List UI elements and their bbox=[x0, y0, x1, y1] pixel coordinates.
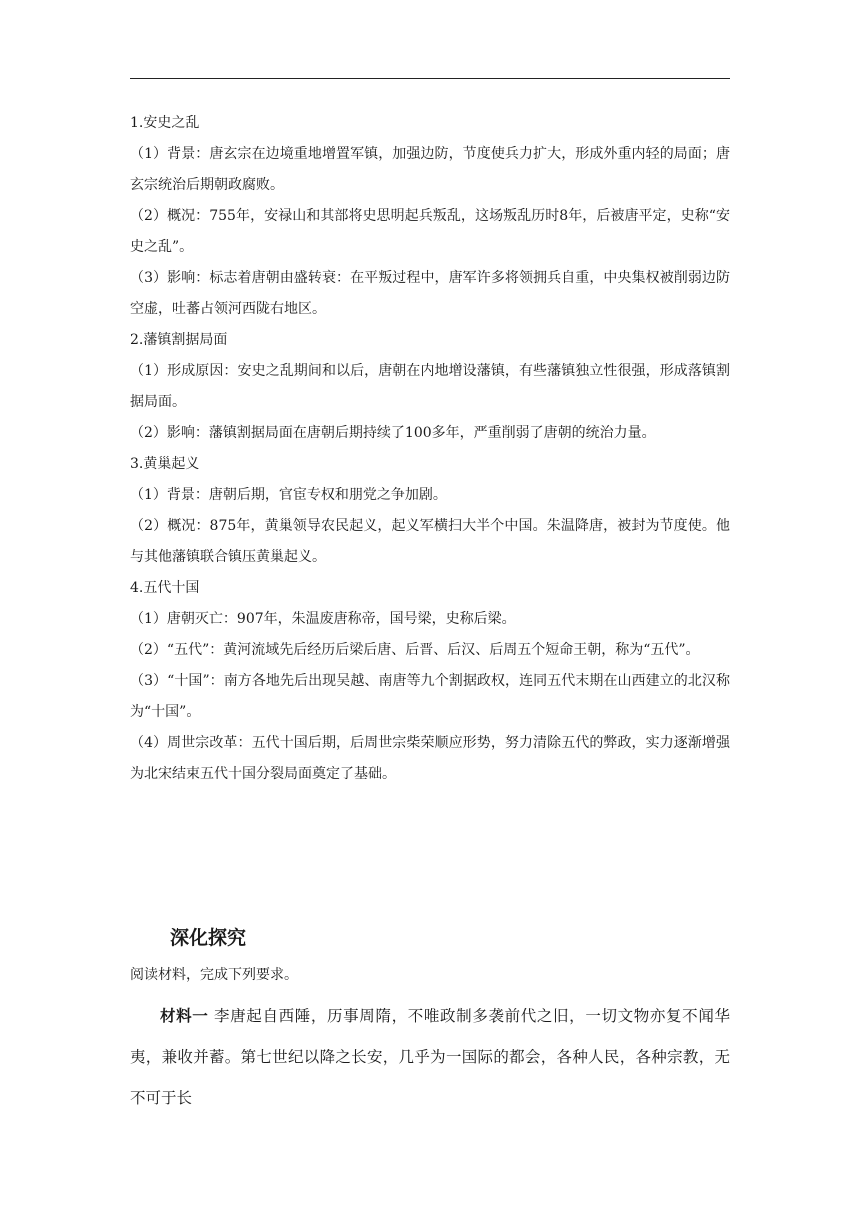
section-item: （2）概况：875年，黄巢领导农民起义，起义军横扫大半个中国。朱温降唐，被封为节度使。他与其他藩镇联合镇压黄巢起义。 bbox=[130, 518, 730, 565]
instruction-text: 阅读材料，完成下列要求。 bbox=[130, 967, 298, 983]
section-item: （1）背景：唐玄宗在边境重地增置军镇，加强边防，节度使兵力扩大，形成外重内轻的局面；唐玄宗统治后期朝政腐败。 bbox=[130, 146, 730, 193]
notes-body bbox=[130, 108, 730, 790]
section-item: （2）概况：755年，安禄山和其部将史思明起兵叛乱，这场叛乱历时8年，后被唐平定，史称“安史之乱”。 bbox=[130, 208, 730, 255]
section-title: 2.藩镇割据局面 bbox=[130, 332, 228, 348]
header-rule bbox=[130, 78, 730, 79]
section-item: （1）唐朝灭亡：907年，朱温废唐称帝，国号梁，史称后梁。 bbox=[130, 611, 516, 627]
section-item: （1）形成原因：安史之乱期间和以后，唐朝在内地增设藩镇，有些藩镇独立性很强，形成落镇割据局面。 bbox=[130, 363, 730, 410]
section-item: （2）“五代”：黄河流域先后经历后梁后唐、后晋、后汉、后周五个短命王朝，称为“五代”。 bbox=[130, 642, 700, 658]
section-title: 4.五代十国 bbox=[130, 580, 200, 596]
section-item: （3）“十国”：南方各地先后出现吴越、南唐等九个割据政权，连同五代末期在山西建立的北汉称为“十国”。 bbox=[130, 673, 730, 720]
material-label: 材料一 bbox=[160, 1007, 209, 1025]
section-title: 1.安史之乱 bbox=[130, 115, 200, 131]
deep-study-heading: 深化探究 bbox=[170, 927, 247, 949]
section-item: （3）影响：标志着唐朝由盛转衰：在平叛过程中，唐军许多将领拥兵自重，中央集权被削弱边防空虚，吐蕃占领河西陇右地区。 bbox=[130, 270, 730, 317]
material-text: 李唐起自西陲，历事周隋，不唯政制多袭前代之旧，一切文物亦复不闻华夷，兼收并蓄。第七世纪以降之长安，几乎为一国际的都会，各种人民，各种宗教，无不可于长 bbox=[130, 1007, 730, 1107]
section-item: （2）影响：藩镇割据局面在唐朝后期持续了100多年，严重削弱了唐朝的统治力量。 bbox=[130, 425, 656, 441]
section-title: 3.黄巢起义 bbox=[130, 456, 200, 472]
material-paragraph bbox=[130, 996, 730, 1119]
section-item: （4）周世宗改革：五代十国后期，后周世宗柴荣顺应形势，努力清除五代的弊政，实力逐渐增强为北宋结束五代十国分裂局面奠定了基础。 bbox=[130, 735, 730, 782]
section-item: （1）背景：唐朝后期，官宦专权和朋党之争加剧。 bbox=[130, 487, 447, 503]
